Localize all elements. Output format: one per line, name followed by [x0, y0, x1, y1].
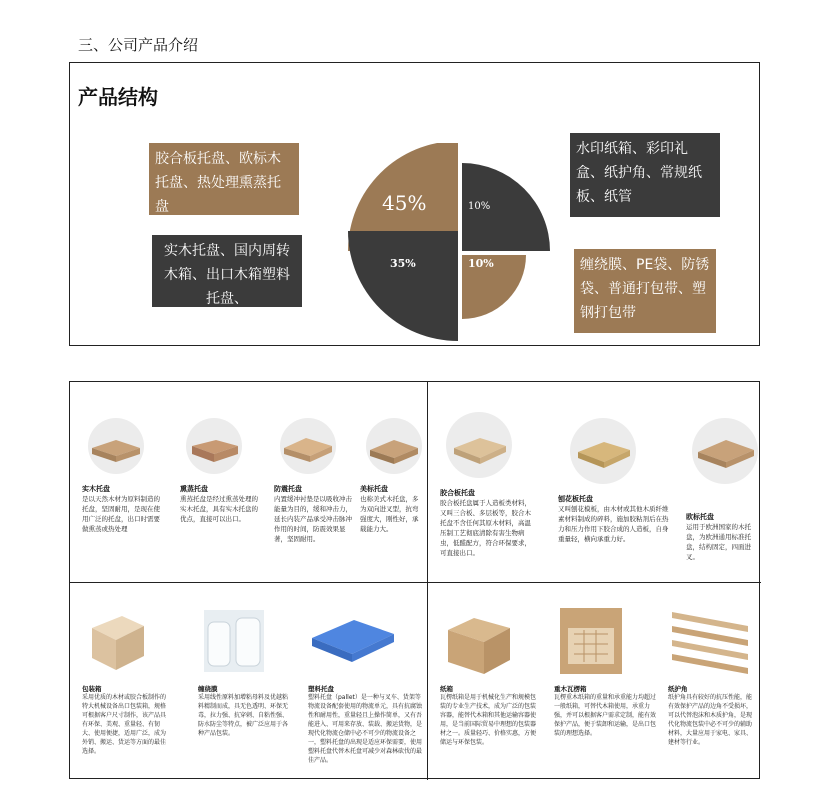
pie-label-10-bottom: 10% [468, 257, 494, 270]
product-card-stretch-film [198, 604, 290, 738]
product-card-crate [82, 604, 170, 756]
product-desc: 是以天然木材为原料制造的托盘，坚固耐用，是现在使用广泛的托盘，出口时需要做熏蒸或热处理 [82, 495, 160, 533]
pie-label-10-top: 10% [468, 201, 491, 212]
product-pie-chart [312, 143, 552, 343]
product-card-paper-corner [668, 604, 756, 747]
section-heading: 三、公司产品介绍 [78, 36, 199, 54]
pie-slice-wood [348, 231, 458, 341]
box-film-products: 缠绕膜、PE袋、防锈袋、普通打包带、塑钢打包带 [574, 249, 716, 333]
box-paper-products: 水印纸箱、彩印礼盒、纸护角、常规纸板、纸管 [570, 133, 720, 217]
product-name: 欧标托盘 [686, 513, 714, 521]
product-name: 缠绕膜 [198, 685, 218, 693]
product-desc: 胶合板托盘属于人造板类材料，又叫三合板、多层板等，胶合木托盘不含任何其原木材料，高温压制工艺彻底清除有害生物病虫，低醛配方，符合环保要求，可直接出口。 [440, 499, 531, 557]
pallet-image [280, 418, 336, 474]
product-desc: 运用于欧洲国家的木托盘，为欧洲通用标准托盘，结构固定，四面进叉。 [686, 523, 751, 561]
product-card-carton [440, 604, 540, 747]
product-name: 纸箱 [440, 685, 453, 693]
product-name: 美标托盘 [360, 485, 388, 493]
product-card-plastic-pallet [308, 604, 422, 765]
product-card-plywood [440, 412, 534, 558]
product-card-particleboard [558, 418, 670, 544]
pie-label-35: 35% [390, 257, 416, 270]
box-wood-products: 实木托盘、国内周转木箱、出口木箱塑料托盘、 [152, 235, 302, 307]
product-desc: 采用线性原料加增粘母料及优越粘料精制而成，具无色透明、环保无毒，拉力强、抗穿刺、自粘性强、防水防尘等特点，被广泛应用于各种产品包装。 [198, 694, 289, 737]
product-name: 重木瓦楞箱 [554, 685, 587, 693]
product-desc: 瓦楞纸箱是用于机械化生产和规模包装的专业生产技术，成为广泛的包装容器，能替代木箱和其他运输容器使用，是当前国际贸易中理想的包装器材之一。质量轻巧、价格实惠，方便储运与环保包装。 [440, 694, 537, 746]
grid-divider-horizontal [70, 582, 761, 583]
plastic-pallet-image [308, 604, 398, 678]
product-catalog-grid [69, 381, 760, 779]
product-desc: 塑料托盘（pallet）是一种与叉车、货架等物流设备配套使用的物流单元，具有抗腐蚀性和耐用性，重量轻且上操作简单，又有吾能进入、可用来存放、装载、搬运货物，是现代化物流仓储中必不可少的物流设备之一，塑料托盘的出现是适应环保需要，使用塑料托盘代替木托盘可减少对森林砍伐的最佳产品。 [308, 694, 423, 764]
pie-label-45: 45% [382, 191, 427, 215]
product-name: 胶合板托盘 [440, 489, 475, 497]
product-name: 熏蒸托盘 [180, 485, 208, 493]
product-name: 纸护角 [668, 685, 688, 693]
carton-image [440, 604, 520, 678]
film-image [198, 604, 270, 678]
product-desc: 纸护角具有较好的抗压性能，能有效保护产品的边角不受损坏，可以代替泡沫和木质护角，是现代化物流包装中必不可少的辅助材料，大量应用于家电、家具、建材等行业。 [668, 694, 753, 746]
product-desc: 又叫刨花模板，由木材或其他木质纤维素材料制成的碎料，施加胶粘剂后在热力和压力作用下胶合成的人造板，自身重量轻，横向承重力好。 [558, 505, 669, 543]
product-desc: 也称美式木托盘，多为双向进叉型，抗弯强度大，刚性好，承载能力大。 [360, 495, 419, 533]
structure-title: 产品结构 [78, 85, 158, 109]
pallet-image [366, 418, 422, 474]
product-desc: 采用优质的木材或胶合板制作的特大机械设备出口包装箱，规格可根据客户尺寸制作，该产品具有环保、美观、重量轻、有韧大、使用便捷，适用广泛，成为外销、搬运、货运等方面的最佳选择。 [82, 694, 167, 755]
product-name: 实木托盘 [82, 485, 110, 493]
product-structure-panel [69, 62, 760, 346]
product-card-fumigated [180, 418, 262, 524]
pallet-image [88, 418, 144, 474]
product-desc: 内置缓冲衬垫是以吸收冲击能量为目的，缓和冲击力，延长内装产品承受冲击脉冲作用的时间，防震效果显著，坚固耐用。 [274, 495, 352, 543]
heavy-carton-image [554, 604, 626, 678]
product-card-shockproof [274, 418, 356, 544]
grid-divider-vertical [427, 382, 428, 780]
product-card-us-standard [360, 418, 422, 534]
pallet-image [446, 412, 512, 478]
pallet-image [692, 418, 758, 484]
product-name: 包装箱 [82, 685, 102, 693]
product-card-solid-wood [82, 418, 164, 534]
crate-image [82, 604, 154, 678]
product-desc: 瓦楞重木纸箱的重量和承重能力均超过一般纸箱，可替代木箱使用，承重力强，并可以根据客户需求定制，能有效保护产品，便于装卸和运输，是出口包装的理想选择。 [554, 694, 657, 737]
product-card-heavy-carton [554, 604, 656, 738]
pallet-image [186, 418, 242, 474]
product-name: 塑料托盘 [308, 685, 334, 693]
box-pallet-types: 胶合板托盘、欧标木托盘、热处理熏蒸托盘 [149, 143, 299, 215]
product-name: 防震托盘 [274, 485, 302, 493]
product-desc: 熏蒸托盘是经过熏蒸处理的实木托盘，具有实木托盘的优点，直接可以出口。 [180, 495, 258, 523]
pallet-image [570, 418, 636, 484]
product-name: 刨花板托盘 [558, 495, 593, 503]
product-card-euro-standard [686, 418, 756, 562]
paper-corner-image [668, 604, 752, 678]
